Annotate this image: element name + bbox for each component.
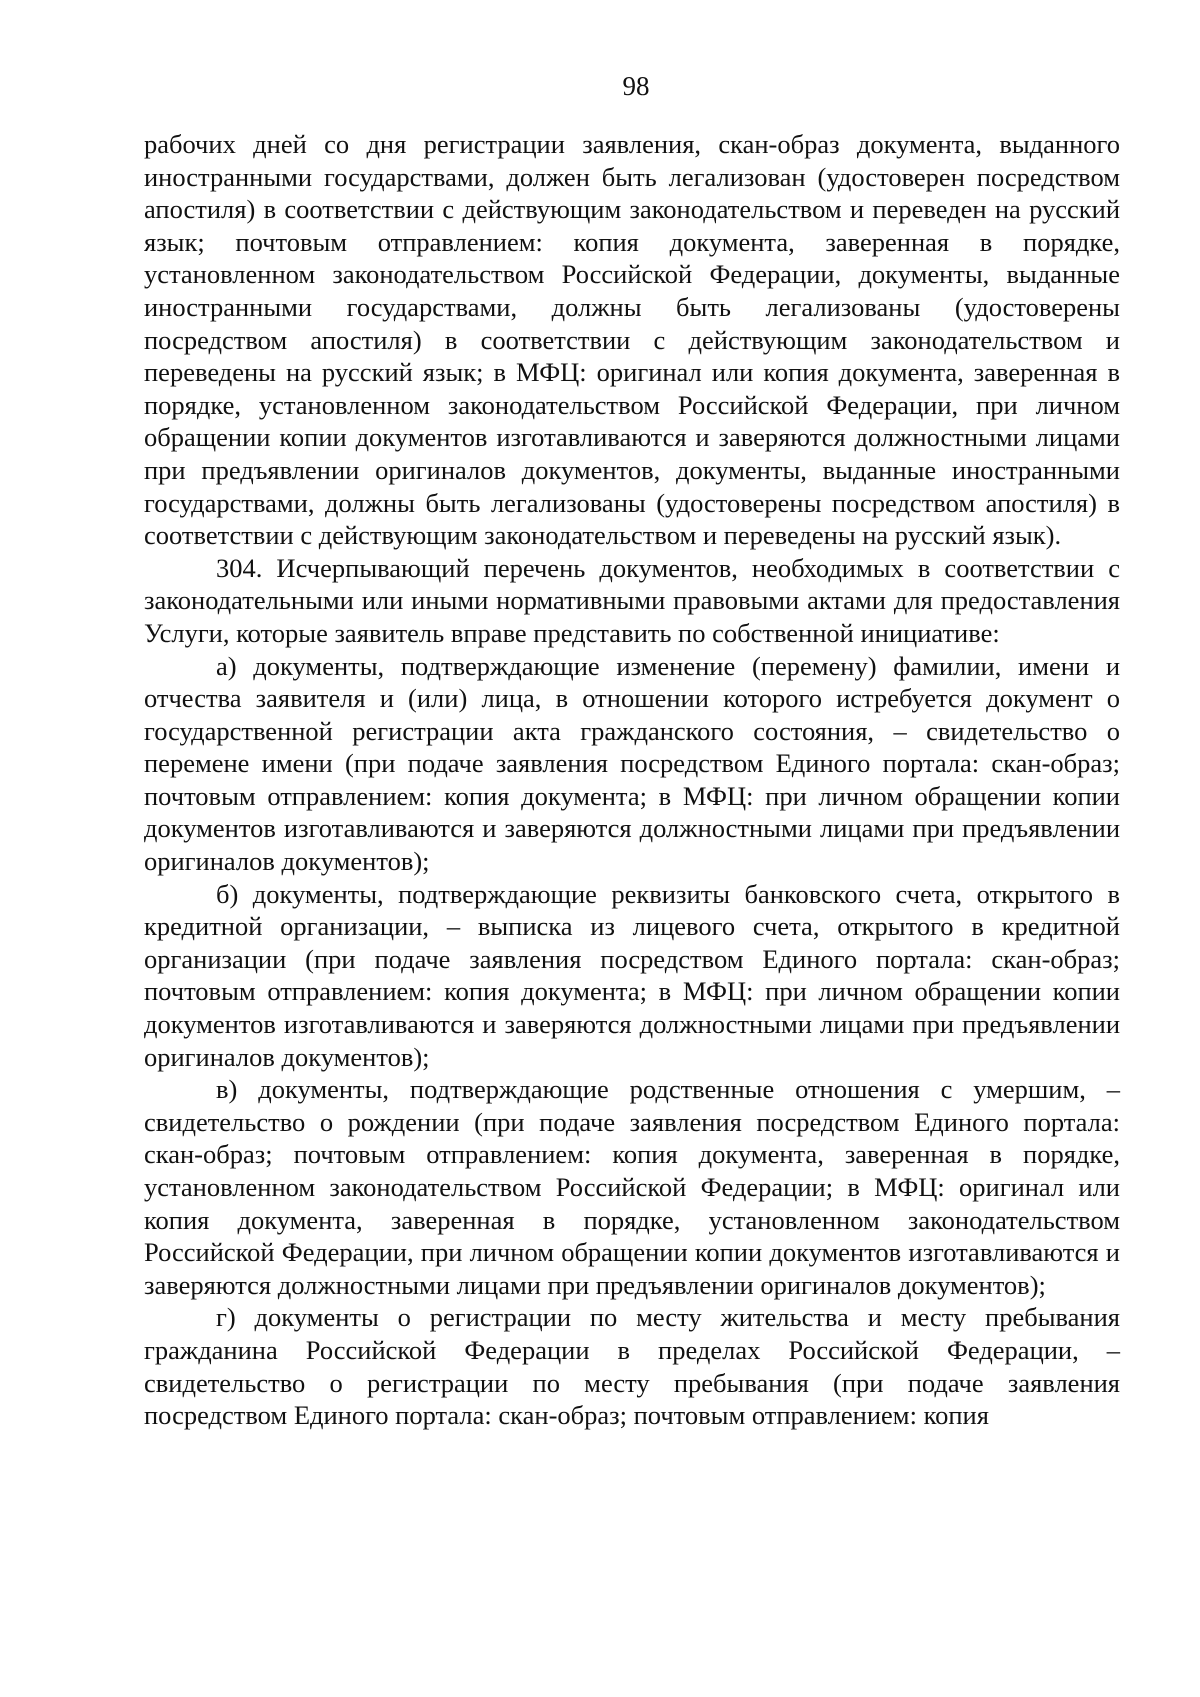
page-number: 98 <box>622 71 650 101</box>
paragraph-subitem-g: г) документы о регистрации по месту жительства и месту пребывания гражданина Российской Федерации в пределах Российской Федерации, – свидетельство о регистрации по месту пребывания (при подаче заявления посредством Единого портала: скан-образ; почтовым отправлением: копия <box>144 1302 1120 1431</box>
document-body <box>144 128 1120 1432</box>
paragraph-subitem-a: а) документы, подтверждающие изменение (перемену) фамилии, имени и отчества заявителя и (или) лица, в отношении которого истребуется документ о государственной регистрации акта гражданского состояния, – свидетельство о перемене имени (при подаче заявления посредством Единого портала: скан-образ; почтовым отправлением: копия документа; в МФЦ: при личном обращении копии документов изготавливаются и заверяются должностными лицами при предъявлении оригиналов документов); <box>144 650 1120 877</box>
paragraph-subitem-b: б) документы, подтверждающие реквизиты банковского счета, открытого в кредитной организации, – выписка из лицевого счета, открытого в кредитной организации (при подаче заявления посредством Единого портала: скан-образ; почтовым отправлением: копия документа; в МФЦ: при личном обращении копии документов изготавливаются и заверяются должностными лицами при предъявлении оригиналов документов); <box>144 878 1120 1072</box>
paragraph-subitem-v: в) документы, подтверждающие родственные отношения с умершим, – свидетельство о рождении (при подаче заявления посредством Единого портала: скан-образ; почтовым отправлением: копия документа, заверенная в порядке, установленном законодательством Российской Федерации; в МФЦ: оригинал или копия документа, заверенная в порядке, установленном законодательством Российской Федерации, при личном обращении копии документов изготавливаются и заверяются должностными лицами при предъявлении оригиналов документов); <box>144 1074 1120 1300</box>
paragraph-item-304: 304. Исчерпывающий перечень документов, необходимых в соответствии с законодательными или иными нормативными правовыми актами для предоставления Услуги, которые заявитель вправе представить по собственной инициативе: <box>144 552 1120 648</box>
paragraph-continuation: рабочих дней со дня регистрации заявления, скан-образ документа, выданного иностранными государствами, должен быть легализован (удостоверен посредством апостиля) в соответствии с действующим законодательством и переведен на русский язык; почтовым отправлением: копия документа, заверенная в порядке, установленном законодательством Российской Федерации, документы, выданные иностранными государствами, должны быть легализованы (удостоверены посредством апостиля) в соответствии с действующим законодательством и переведены на русский язык; в МФЦ: оригинал или копия документа, заверенная в порядке, установленном законодательством Российской Федерации, при личном обращении копии документов изготавливаются и заверяются должностными лицами при предъявлении оригиналов документов, документы, выданные иностранными государствами, должны быть легализованы (удостоверены посредством апостиля) в соответствии с действующим законодательством и переведены на русский язык). <box>144 129 1120 551</box>
